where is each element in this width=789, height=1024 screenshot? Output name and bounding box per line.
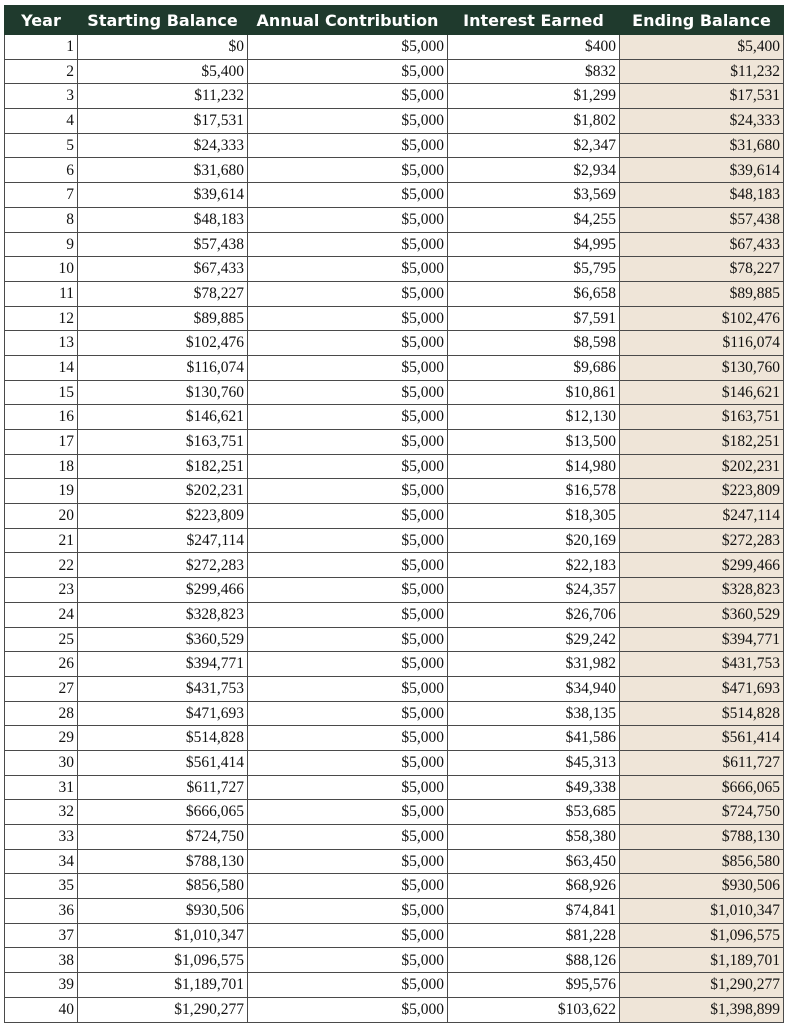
ending-balance-cell[interactable]: $514,828	[620, 701, 784, 726]
interest-earned-cell[interactable]: $26,706	[448, 602, 620, 627]
ending-balance-cell[interactable]: $1,010,347	[620, 899, 784, 924]
header-interest-earned: Interest Earned	[448, 6, 620, 35]
table-row	[5, 35, 784, 60]
table-row	[5, 109, 784, 134]
year-cell[interactable]: 36	[5, 899, 78, 924]
year-cell[interactable]: 8	[5, 207, 78, 232]
year-cell[interactable]: 26	[5, 652, 78, 677]
starting-balance-cell[interactable]: $24,333	[78, 133, 248, 158]
interest-earned-cell[interactable]: $34,940	[448, 676, 620, 701]
annual-contribution-cell[interactable]: $5,000	[248, 158, 448, 183]
ending-balance-cell[interactable]: $163,751	[620, 405, 784, 430]
ending-balance-cell[interactable]: $247,114	[620, 504, 784, 529]
starting-balance-cell[interactable]: $561,414	[78, 750, 248, 775]
interest-earned-cell[interactable]: $31,982	[448, 652, 620, 677]
annual-contribution-cell[interactable]: $5,000	[248, 183, 448, 208]
ending-balance-cell[interactable]: $272,283	[620, 528, 784, 553]
header-annual-contribution: Annual Contribution	[248, 6, 448, 35]
interest-earned-cell[interactable]: $81,228	[448, 923, 620, 948]
savings-growth-table	[4, 5, 784, 1023]
ending-balance-cell[interactable]: $328,823	[620, 578, 784, 603]
starting-balance-cell[interactable]: $724,750	[78, 825, 248, 850]
annual-contribution-cell[interactable]: $5,000	[248, 207, 448, 232]
year-cell[interactable]: 6	[5, 158, 78, 183]
year-cell[interactable]: 18	[5, 454, 78, 479]
table-row	[5, 430, 784, 455]
annual-contribution-cell[interactable]: $5,000	[248, 652, 448, 677]
year-cell[interactable]: 22	[5, 553, 78, 578]
header-ending-balance: Ending Balance	[620, 6, 784, 35]
table-row	[5, 973, 784, 998]
ending-balance-cell[interactable]: $1,189,701	[620, 948, 784, 973]
starting-balance-cell[interactable]: $299,466	[78, 578, 248, 603]
starting-balance-cell[interactable]: $431,753	[78, 676, 248, 701]
table-row	[5, 84, 784, 109]
starting-balance-cell[interactable]: $272,283	[78, 553, 248, 578]
table-row	[5, 997, 784, 1022]
table-body	[5, 35, 784, 1023]
ending-balance-cell[interactable]: $31,680	[620, 133, 784, 158]
ending-balance-cell[interactable]: $5,400	[620, 35, 784, 60]
table-row	[5, 281, 784, 306]
annual-contribution-cell[interactable]: $5,000	[248, 59, 448, 84]
starting-balance-cell[interactable]: $67,433	[78, 257, 248, 282]
annual-contribution-cell[interactable]: $5,000	[248, 281, 448, 306]
starting-balance-cell[interactable]: $1,010,347	[78, 923, 248, 948]
interest-earned-cell[interactable]: $68,926	[448, 874, 620, 899]
header-row	[5, 6, 784, 35]
year-cell[interactable]: 3	[5, 84, 78, 109]
annual-contribution-cell[interactable]: $5,000	[248, 405, 448, 430]
year-cell[interactable]: 21	[5, 528, 78, 553]
annual-contribution-cell[interactable]: $5,000	[248, 355, 448, 380]
annual-contribution-cell[interactable]: $5,000	[248, 602, 448, 627]
annual-contribution-cell[interactable]: $5,000	[248, 578, 448, 603]
year-cell[interactable]: 23	[5, 578, 78, 603]
starting-balance-cell[interactable]: $31,680	[78, 158, 248, 183]
interest-earned-cell[interactable]: $4,255	[448, 207, 620, 232]
starting-balance-cell[interactable]: $48,183	[78, 207, 248, 232]
starting-balance-cell[interactable]: $202,231	[78, 479, 248, 504]
interest-earned-cell[interactable]: $400	[448, 35, 620, 60]
year-cell[interactable]: 40	[5, 997, 78, 1022]
table-row	[5, 825, 784, 850]
table-row	[5, 257, 784, 282]
interest-earned-cell[interactable]: $45,313	[448, 750, 620, 775]
year-cell[interactable]: 15	[5, 380, 78, 405]
annual-contribution-cell[interactable]: $5,000	[248, 825, 448, 850]
table-row	[5, 899, 784, 924]
table-row	[5, 306, 784, 331]
table-header	[5, 6, 784, 35]
year-cell[interactable]: 12	[5, 306, 78, 331]
ending-balance-cell[interactable]: $11,232	[620, 59, 784, 84]
ending-balance-cell[interactable]: $89,885	[620, 281, 784, 306]
starting-balance-cell[interactable]: $0	[78, 35, 248, 60]
interest-earned-cell[interactable]: $2,934	[448, 158, 620, 183]
ending-balance-cell[interactable]: $394,771	[620, 627, 784, 652]
starting-balance-cell[interactable]: $1,096,575	[78, 948, 248, 973]
starting-balance-cell[interactable]: $666,065	[78, 800, 248, 825]
table-row	[5, 750, 784, 775]
starting-balance-cell[interactable]: $57,438	[78, 232, 248, 257]
year-cell[interactable]: 20	[5, 504, 78, 529]
interest-earned-cell[interactable]: $8,598	[448, 331, 620, 356]
header-starting-balance: Starting Balance	[78, 6, 248, 35]
interest-earned-cell[interactable]: $53,685	[448, 800, 620, 825]
interest-earned-cell[interactable]: $1,802	[448, 109, 620, 134]
starting-balance-cell[interactable]: $1,189,701	[78, 973, 248, 998]
annual-contribution-cell[interactable]: $5,000	[248, 973, 448, 998]
year-cell[interactable]: 38	[5, 948, 78, 973]
interest-earned-cell[interactable]: $20,169	[448, 528, 620, 553]
interest-earned-cell[interactable]: $29,242	[448, 627, 620, 652]
ending-balance-cell[interactable]: $17,531	[620, 84, 784, 109]
interest-earned-cell[interactable]: $3,569	[448, 183, 620, 208]
ending-balance-cell[interactable]: $611,727	[620, 750, 784, 775]
ending-balance-cell[interactable]: $24,333	[620, 109, 784, 134]
interest-earned-cell[interactable]: $9,686	[448, 355, 620, 380]
year-cell[interactable]: 31	[5, 775, 78, 800]
ending-balance-cell[interactable]: $146,621	[620, 380, 784, 405]
ending-balance-cell[interactable]: $57,438	[620, 207, 784, 232]
interest-earned-cell[interactable]: $41,586	[448, 726, 620, 751]
ending-balance-cell[interactable]: $67,433	[620, 232, 784, 257]
annual-contribution-cell[interactable]: $5,000	[248, 849, 448, 874]
interest-earned-cell[interactable]: $5,795	[448, 257, 620, 282]
table-row	[5, 232, 784, 257]
starting-balance-cell[interactable]: $5,400	[78, 59, 248, 84]
annual-contribution-cell[interactable]: $5,000	[248, 257, 448, 282]
year-cell[interactable]: 11	[5, 281, 78, 306]
starting-balance-cell[interactable]: $102,476	[78, 331, 248, 356]
table-row	[5, 380, 784, 405]
annual-contribution-cell[interactable]: $5,000	[248, 676, 448, 701]
annual-contribution-cell[interactable]: $5,000	[248, 306, 448, 331]
table-row	[5, 158, 784, 183]
table-row	[5, 726, 784, 751]
interest-earned-cell[interactable]: $95,576	[448, 973, 620, 998]
starting-balance-cell[interactable]: $130,760	[78, 380, 248, 405]
year-cell[interactable]: 2	[5, 59, 78, 84]
annual-contribution-cell[interactable]: $5,000	[248, 948, 448, 973]
year-cell[interactable]: 32	[5, 800, 78, 825]
table-row	[5, 454, 784, 479]
year-cell[interactable]: 13	[5, 331, 78, 356]
starting-balance-cell[interactable]: $116,074	[78, 355, 248, 380]
table-row	[5, 676, 784, 701]
starting-balance-cell[interactable]: $182,251	[78, 454, 248, 479]
starting-balance-cell[interactable]: $1,290,277	[78, 997, 248, 1022]
interest-earned-cell[interactable]: $63,450	[448, 849, 620, 874]
year-cell[interactable]: 16	[5, 405, 78, 430]
starting-balance-cell[interactable]: $223,809	[78, 504, 248, 529]
starting-balance-cell[interactable]: $856,580	[78, 874, 248, 899]
ending-balance-cell[interactable]: $666,065	[620, 775, 784, 800]
table-row	[5, 59, 784, 84]
starting-balance-cell[interactable]: $146,621	[78, 405, 248, 430]
annual-contribution-cell[interactable]: $5,000	[248, 701, 448, 726]
year-cell[interactable]: 35	[5, 874, 78, 899]
ending-balance-cell[interactable]: $788,130	[620, 825, 784, 850]
table-row	[5, 553, 784, 578]
starting-balance-cell[interactable]: $247,114	[78, 528, 248, 553]
ending-balance-cell[interactable]: $360,529	[620, 602, 784, 627]
annual-contribution-cell[interactable]: $5,000	[248, 800, 448, 825]
ending-balance-cell[interactable]: $1,096,575	[620, 923, 784, 948]
ending-balance-cell[interactable]: $431,753	[620, 652, 784, 677]
year-cell[interactable]: 4	[5, 109, 78, 134]
starting-balance-cell[interactable]: $360,529	[78, 627, 248, 652]
table-row	[5, 775, 784, 800]
table-row	[5, 528, 784, 553]
annual-contribution-cell[interactable]: $5,000	[248, 232, 448, 257]
annual-contribution-cell[interactable]: $5,000	[248, 528, 448, 553]
table-row	[5, 133, 784, 158]
annual-contribution-cell[interactable]: $5,000	[248, 504, 448, 529]
interest-earned-cell[interactable]: $16,578	[448, 479, 620, 504]
annual-contribution-cell[interactable]: $5,000	[248, 874, 448, 899]
ending-balance-cell[interactable]: $930,506	[620, 874, 784, 899]
year-cell[interactable]: 1	[5, 35, 78, 60]
starting-balance-cell[interactable]: $89,885	[78, 306, 248, 331]
table-row	[5, 948, 784, 973]
interest-earned-cell[interactable]: $88,126	[448, 948, 620, 973]
year-cell[interactable]: 34	[5, 849, 78, 874]
ending-balance-cell[interactable]: $48,183	[620, 183, 784, 208]
annual-contribution-cell[interactable]: $5,000	[248, 553, 448, 578]
interest-earned-cell[interactable]: $2,347	[448, 133, 620, 158]
starting-balance-cell[interactable]: $328,823	[78, 602, 248, 627]
year-cell[interactable]: 25	[5, 627, 78, 652]
ending-balance-cell[interactable]: $202,231	[620, 454, 784, 479]
interest-earned-cell[interactable]: $24,357	[448, 578, 620, 603]
interest-earned-cell[interactable]: $1,299	[448, 84, 620, 109]
interest-earned-cell[interactable]: $49,338	[448, 775, 620, 800]
table-row	[5, 627, 784, 652]
annual-contribution-cell[interactable]: $5,000	[248, 331, 448, 356]
year-cell[interactable]: 33	[5, 825, 78, 850]
ending-balance-cell[interactable]: $223,809	[620, 479, 784, 504]
starting-balance-cell[interactable]: $514,828	[78, 726, 248, 751]
starting-balance-cell[interactable]: $471,693	[78, 701, 248, 726]
header-year: Year	[5, 6, 78, 35]
annual-contribution-cell[interactable]: $5,000	[248, 479, 448, 504]
annual-contribution-cell[interactable]: $5,000	[248, 109, 448, 134]
year-cell[interactable]: 27	[5, 676, 78, 701]
year-cell[interactable]: 24	[5, 602, 78, 627]
ending-balance-cell[interactable]: $724,750	[620, 800, 784, 825]
annual-contribution-cell[interactable]: $5,000	[248, 133, 448, 158]
table-row	[5, 652, 784, 677]
year-cell[interactable]: 9	[5, 232, 78, 257]
table-row	[5, 923, 784, 948]
starting-balance-cell[interactable]: $39,614	[78, 183, 248, 208]
interest-earned-cell[interactable]: $13,500	[448, 430, 620, 455]
interest-earned-cell[interactable]: $6,658	[448, 281, 620, 306]
table-row	[5, 800, 784, 825]
ending-balance-cell[interactable]: $471,693	[620, 676, 784, 701]
interest-earned-cell[interactable]: $7,591	[448, 306, 620, 331]
table-row	[5, 578, 784, 603]
interest-earned-cell[interactable]: $38,135	[448, 701, 620, 726]
interest-earned-cell[interactable]: $14,980	[448, 454, 620, 479]
interest-earned-cell[interactable]: $832	[448, 59, 620, 84]
ending-balance-cell[interactable]: $1,398,899	[620, 997, 784, 1022]
annual-contribution-cell[interactable]: $5,000	[248, 380, 448, 405]
annual-contribution-cell[interactable]: $5,000	[248, 454, 448, 479]
table-row	[5, 602, 784, 627]
ending-balance-cell[interactable]: $182,251	[620, 430, 784, 455]
table-row	[5, 479, 784, 504]
starting-balance-cell[interactable]: $930,506	[78, 899, 248, 924]
table-row	[5, 405, 784, 430]
table-row	[5, 701, 784, 726]
starting-balance-cell[interactable]: $163,751	[78, 430, 248, 455]
starting-balance-cell[interactable]: $788,130	[78, 849, 248, 874]
table-row	[5, 207, 784, 232]
year-cell[interactable]: 5	[5, 133, 78, 158]
table-row	[5, 355, 784, 380]
starting-balance-cell[interactable]: $78,227	[78, 281, 248, 306]
interest-earned-cell[interactable]: $4,995	[448, 232, 620, 257]
year-cell[interactable]: 7	[5, 183, 78, 208]
ending-balance-cell[interactable]: $1,290,277	[620, 973, 784, 998]
annual-contribution-cell[interactable]: $5,000	[248, 997, 448, 1022]
ending-balance-cell[interactable]: $102,476	[620, 306, 784, 331]
table-row	[5, 183, 784, 208]
interest-earned-cell[interactable]: $58,380	[448, 825, 620, 850]
ending-balance-cell[interactable]: $299,466	[620, 553, 784, 578]
ending-balance-cell[interactable]: $78,227	[620, 257, 784, 282]
annual-contribution-cell[interactable]: $5,000	[248, 35, 448, 60]
starting-balance-cell[interactable]: $394,771	[78, 652, 248, 677]
year-cell[interactable]: 29	[5, 726, 78, 751]
ending-balance-cell[interactable]: $130,760	[620, 355, 784, 380]
interest-earned-cell[interactable]: $22,183	[448, 553, 620, 578]
interest-earned-cell[interactable]: $103,622	[448, 997, 620, 1022]
table-row	[5, 874, 784, 899]
table-row	[5, 504, 784, 529]
interest-earned-cell[interactable]: $74,841	[448, 899, 620, 924]
annual-contribution-cell[interactable]: $5,000	[248, 430, 448, 455]
year-cell[interactable]: 17	[5, 430, 78, 455]
annual-contribution-cell[interactable]: $5,000	[248, 923, 448, 948]
starting-balance-cell[interactable]: $611,727	[78, 775, 248, 800]
interest-earned-cell[interactable]: $12,130	[448, 405, 620, 430]
ending-balance-cell[interactable]: $561,414	[620, 726, 784, 751]
year-cell[interactable]: 37	[5, 923, 78, 948]
annual-contribution-cell[interactable]: $5,000	[248, 899, 448, 924]
ending-balance-cell[interactable]: $856,580	[620, 849, 784, 874]
year-cell[interactable]: 14	[5, 355, 78, 380]
year-cell[interactable]: 10	[5, 257, 78, 282]
year-cell[interactable]: 30	[5, 750, 78, 775]
year-cell[interactable]: 39	[5, 973, 78, 998]
annual-contribution-cell[interactable]: $5,000	[248, 750, 448, 775]
annual-contribution-cell[interactable]: $5,000	[248, 627, 448, 652]
starting-balance-cell[interactable]: $11,232	[78, 84, 248, 109]
annual-contribution-cell[interactable]: $5,000	[248, 726, 448, 751]
table-row	[5, 849, 784, 874]
ending-balance-cell[interactable]: $39,614	[620, 158, 784, 183]
year-cell[interactable]: 19	[5, 479, 78, 504]
year-cell[interactable]: 28	[5, 701, 78, 726]
annual-contribution-cell[interactable]: $5,000	[248, 84, 448, 109]
interest-earned-cell[interactable]: $18,305	[448, 504, 620, 529]
table-row	[5, 331, 784, 356]
starting-balance-cell[interactable]: $17,531	[78, 109, 248, 134]
interest-earned-cell[interactable]: $10,861	[448, 380, 620, 405]
annual-contribution-cell[interactable]: $5,000	[248, 775, 448, 800]
ending-balance-cell[interactable]: $116,074	[620, 331, 784, 356]
